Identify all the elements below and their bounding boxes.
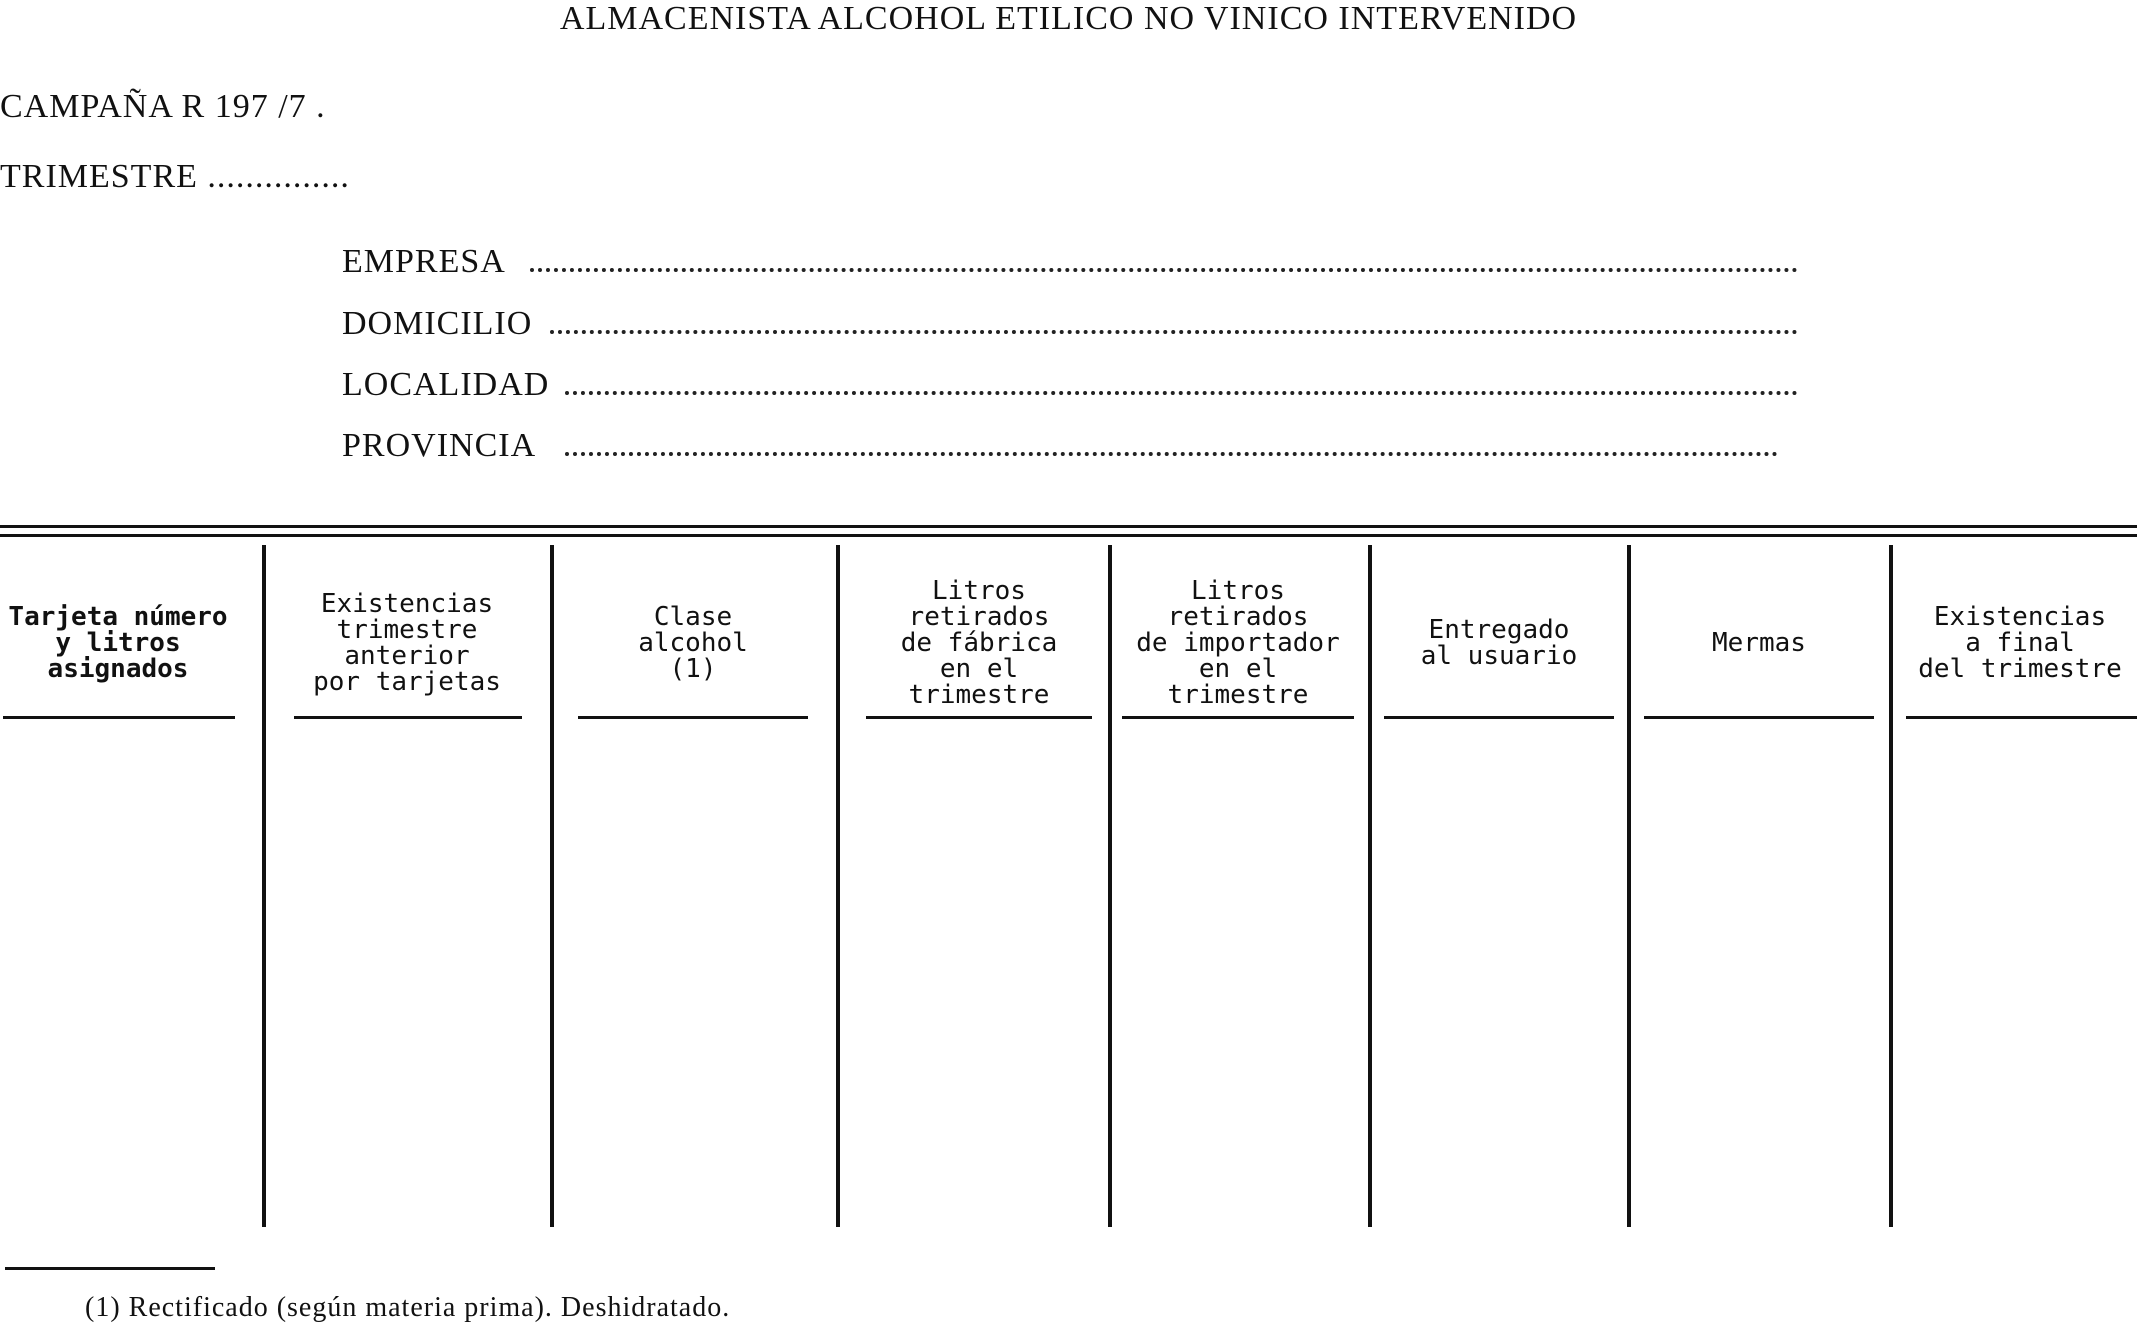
column-header-tarjeta: Tarjeta número y litros asignados: [8, 602, 228, 684]
column-divider: [550, 545, 554, 1227]
column-divider: [1368, 545, 1372, 1227]
column-underline: [1644, 716, 1874, 719]
field-label: PROVINCIA: [342, 427, 537, 464]
footnote: (1) Rectificado (según materia prima). Deshidratado.: [85, 1292, 731, 1323]
field-dotted-line: [550, 330, 1798, 334]
field-dotted-line: [530, 268, 1798, 272]
column-underline: [3, 716, 235, 719]
column-header-litros-importador: Litros retirados de importador en el trimestre: [1136, 576, 1340, 710]
table-top-rule-2: [0, 534, 2137, 537]
column-header-existencias-anterior: Existencias trimestre anterior por tarjetas: [313, 589, 501, 697]
column-header-litros-fabrica: Litros retirados de fábrica en el trimestre: [900, 576, 1058, 710]
column-header-clase-alcohol: Clase alcohol (1): [638, 602, 748, 684]
field-label: LOCALIDAD: [342, 366, 550, 403]
column-divider: [836, 545, 840, 1227]
campaign-label: CAMPAÑA R 197 /7 .: [0, 88, 326, 125]
column-divider: [1108, 545, 1112, 1227]
column-divider: [1889, 545, 1893, 1227]
column-header-entregado: Entregado al usuario: [1420, 615, 1578, 671]
footnote-rule: [5, 1267, 215, 1270]
column-underline: [866, 716, 1092, 719]
column-underline: [294, 716, 522, 719]
column-underline: [1384, 716, 1614, 719]
column-divider: [1627, 545, 1631, 1227]
column-underline: [1122, 716, 1354, 719]
trimestre-label: TRIMESTRE ...............: [0, 158, 350, 195]
field-dotted-line: [565, 452, 1778, 456]
field-dotted-line: [565, 391, 1798, 395]
table-top-rule: [0, 525, 2137, 528]
document-title: ALMACENISTA ALCOHOL ETILICO NO VINICO INTERVENIDO: [559, 0, 1578, 37]
column-header-mermas: Mermas: [1712, 628, 1806, 658]
column-underline: [578, 716, 808, 719]
column-header-existencias-final: Existencias a final del trimestre: [1918, 602, 2122, 684]
column-divider: [262, 545, 266, 1227]
field-label: EMPRESA: [342, 243, 506, 280]
field-label: DOMICILIO: [342, 305, 533, 342]
column-underline: [1906, 716, 2137, 719]
